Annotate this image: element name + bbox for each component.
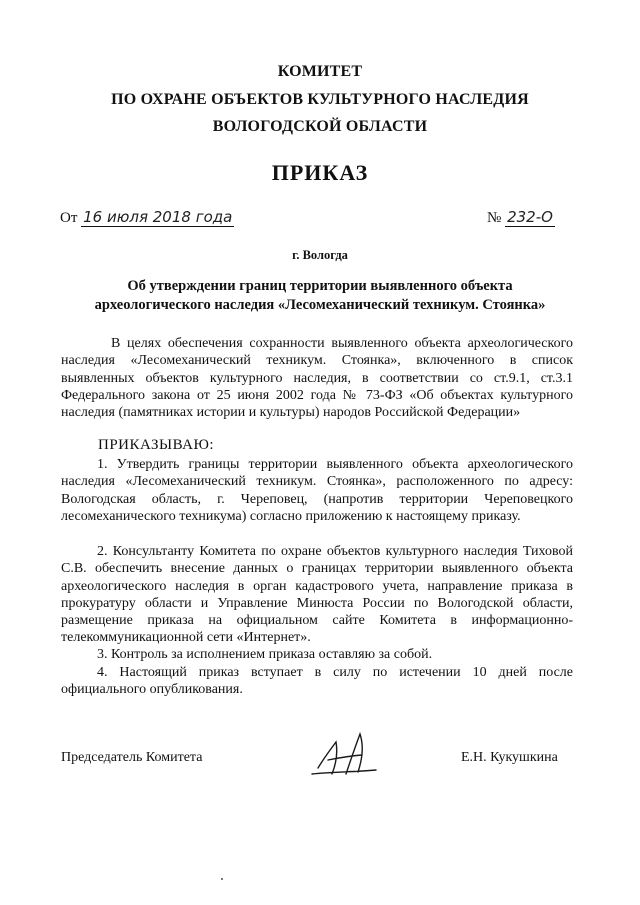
- signer-title: Председатель Комитета: [61, 750, 203, 765]
- org-name-line-3: ВОЛОГОДСКОЙ ОБЛАСТИ: [212, 118, 428, 135]
- date-row: [60, 208, 234, 227]
- date-prefix: От: [60, 210, 78, 226]
- order-item-3: 3. Контроль за исполнением приказа оставляю за собой.: [97, 647, 433, 662]
- subject-line-2: археологического наследия «Лесомеханический техникум. Стоянка»: [94, 297, 546, 313]
- document-subject: [0, 277, 640, 315]
- org-name-line-2: ПО ОХРАНЕ ОБЪЕКТОВ КУЛЬТУРНОГО НАСЛЕДИЯ: [111, 91, 529, 108]
- date-handwritten: 16 июля 2018 года: [83, 208, 233, 226]
- scan-artifact: [221, 878, 223, 880]
- org-name-line-1: КОМИТЕТ: [277, 63, 363, 80]
- subject-line-1: Об утверждении границ территории выявленного объекта: [127, 278, 513, 294]
- signer-name: Е.Н. Кукушкина: [461, 750, 558, 765]
- order-item-2: 2. Консультанту Комитета по охране объектов культурного наследия Тиховой С.В. обеспечить внесение данных о границах территории выявленного объекта археологического наследия в орган кадастрового учета, направление приказа в прокуратуру области и Управление Минюста России по Вологодской области, размещение приказа на официальном сайте Комитета в информационно-телекоммуникационной сети «Интернет».: [61, 544, 573, 646]
- number-row: [487, 208, 555, 227]
- document-type-title: ПРИКАЗ: [271, 160, 369, 185]
- order-item-4: 4. Настоящий приказ вступает в силу по истечении 10 дней после официального опубликования.: [61, 665, 573, 698]
- number-handwritten: 232-О: [507, 208, 553, 226]
- number-prefix: №: [487, 210, 502, 226]
- order-item-1: 1. Утвердить границы территории выявленного объекта археологического наследия «Лесомеханический техникум. Стоянка», расположенного по адресу: Вологодская область, г. Череповец, (напротив территории Череповецкого лесомеханического техникума) согласно приложению к настоящему приказу.: [61, 457, 573, 524]
- city-line: г. Вологда: [292, 248, 348, 262]
- signature-mark: [310, 728, 380, 780]
- order-word: ПРИКАЗЫВАЮ:: [98, 437, 215, 453]
- preamble-paragraph: В целях обеспечения сохранности выявленного объекта археологического наследия «Лесомеханический техникум. Стоянка», включенного в список выявленных объектов культурного наследия, в соответствии со ст.9.1, ст.3.1 Федерального закона от 25 июня 2002 года № 73-ФЗ «Об объектах культурного наследия (памятниках истории и культуры) народов Российской Федерации»: [61, 336, 573, 421]
